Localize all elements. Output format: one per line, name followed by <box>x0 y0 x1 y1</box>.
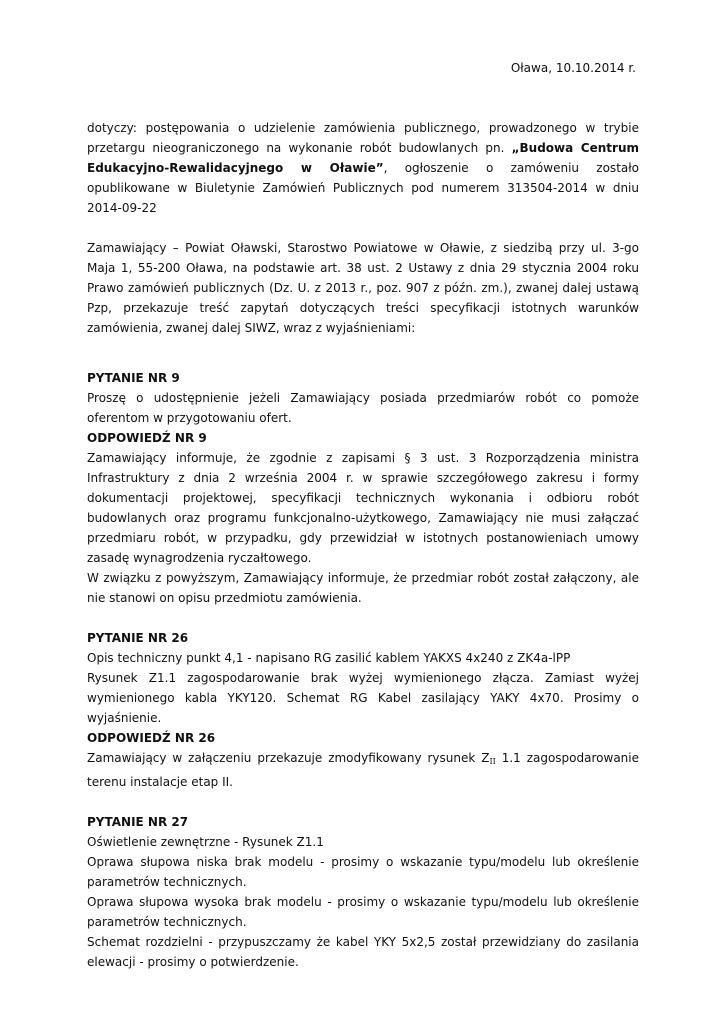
answer-26-paragraph <box>87 748 639 792</box>
answer-9-paragraph-2: W związku z powyższym, Zamawiający informuje, że przedmiar robót został załączony, ale nie stanowi on opisu przedmiotu zamówienia. <box>87 571 639 605</box>
question-26-heading: PYTANIE NR 26 <box>87 631 189 645</box>
answer-9-paragraph-1: Zamawiający informuje, że zgodnie z zapisami § 3 ust. 3 Rozporządzenia ministra Infrastruktury z dnia 2 września 2004 r. w sprawie szczegółowego zakresu i formy dokumentacji projektowej, specyfikacji technicznych wykonania i odbioru robót budowlanych oraz programu funkcjonalno-użytkowego, Zamawiający nie musi załączać przedmiaru robót, w przypadku, gdy przewidział w istotnych postanowieniach umowy zasadę wynagrodzenia ryczałtowego. <box>87 451 639 565</box>
question-26-section <box>87 628 639 792</box>
question-9-section <box>87 368 639 608</box>
answer-26-text-start: Zamawiający w załączeniu przekazuje zmodyfikowany rysunek Z <box>87 751 490 765</box>
date-line: Oława, 10.10.2014 r. <box>510 61 636 75</box>
question-27-line-1: Oświetlenie zewnętrzne - Rysunek Z1.1 <box>87 835 324 849</box>
preamble-paragraph: Zamawiający – Powiat Oławski, Starostwo Powiatowe w Oławie, z siedzibą przy ul. 3-go Maja 1, 55-200 Oława, na podstawie art. 38 ust. 2 Ustawy z dnia 29 stycznia 2004 roku Prawo zamówień publicznych (Dz. U. z 2013 r., poz. 907 z późn. zm.), zwanej dalej ustawą Pzp, przekazuje treść zapytań dotyczących treści specyfikacji istotnych warunków zamówienia, zwanej dalej SIWZ, wraz z wyjaśnieniami: <box>87 241 639 335</box>
question-9-text: Proszę o udostępnienie jeżeli Zamawiający posiada przedmiarów robót co pomoże oferentom w przygotowaniu ofert. <box>87 391 639 425</box>
question-9-heading: PYTANIE NR 9 <box>87 371 180 385</box>
answer-26-text-end: 1.1 zagospodarowanie terenu instalacje etap II. <box>87 751 639 789</box>
question-27-line-4: Schemat rozdzielni - przypuszczamy że kabel YKY 5x2,5 został przewidziany do zasilania elewacji - prosimy o potwierdzenie. <box>87 935 639 969</box>
project-name: „Budowa Centrum Edukacyjno-Rewalidacyjnego w Oławie” <box>87 141 639 175</box>
answer-26-subscript: II <box>489 757 496 766</box>
question-26-line-2: Rysunek Z1.1 zagospodarowanie brak wyżej wymienionego złącza. Zamiast wyżej wymienionego kabla YKY120. Schemat RG Kabel zasilający YAKY 4x70. Prosimy o wyjaśnienie. <box>87 671 639 725</box>
question-27-line-2: Oprawa słupowa niska brak modelu - prosimy o wskazanie typu/modelu lub określenie parametrów technicznych. <box>87 855 639 889</box>
document-body <box>87 118 639 972</box>
intro-paragraph <box>87 118 639 218</box>
answer-26-heading: ODPOWIEDŹ NR 26 <box>87 731 216 745</box>
question-27-heading: PYTANIE NR 27 <box>87 815 189 829</box>
question-27-section <box>87 812 639 972</box>
question-26-line-1: Opis techniczny punkt 4,1 - napisano RG zasilić kablem YAKXS 4x240 z ZK4a-lPP <box>87 651 571 665</box>
question-27-line-3: Oprawa słupowa wysoka brak modelu - prosimy o wskazanie typu/modelu lub określenie parametrów technicznych. <box>87 895 639 929</box>
intro-text-start: dotyczy: postępowania o udzielenie zamówienia publicznego, prowadzonego w trybie przetargu nieograniczonego na wykonanie robót budowlanych pn. <box>87 121 639 155</box>
answer-9-heading: ODPOWIEDŹ NR 9 <box>87 431 207 445</box>
intro-text-end: , ogłoszenie o zamóweniu zostało opublikowane w Biuletynie Zamówień Publicznych pod numerem 313504-2014 w dniu 2014-09-22 <box>87 161 639 215</box>
